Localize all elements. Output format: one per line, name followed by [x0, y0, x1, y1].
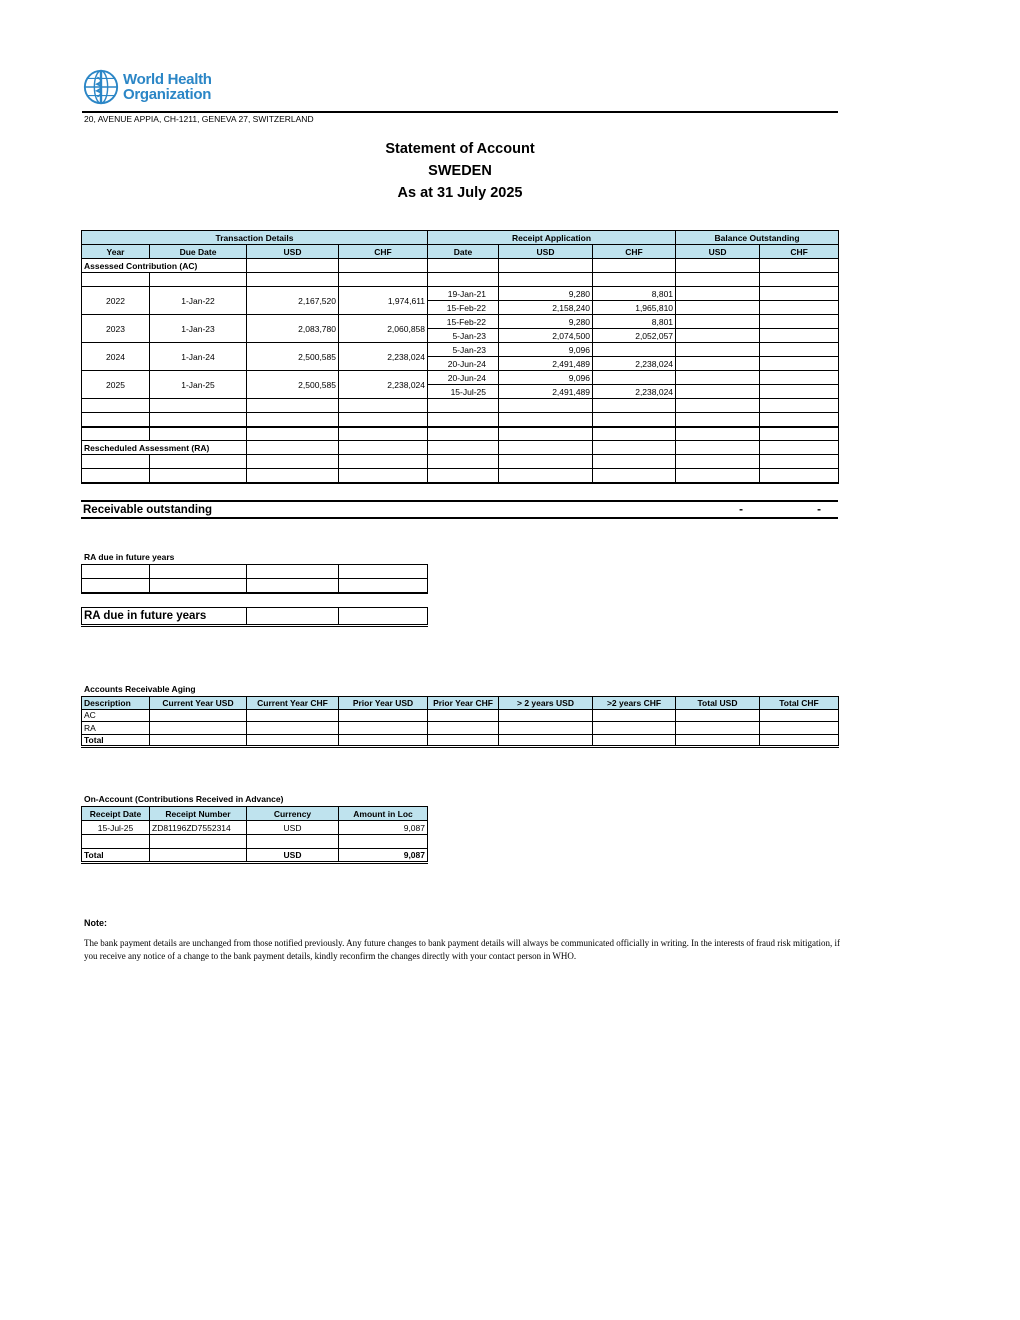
table-row: [82, 734, 839, 747]
blank-row: [82, 427, 839, 441]
receipt-date-cell: 15-Feb-22: [428, 301, 499, 315]
aging-col-2y-chf: >2 years CHF: [593, 697, 676, 710]
chf-cell: 1,974,611: [339, 287, 428, 315]
transaction-details-header: Transaction Details: [82, 231, 428, 245]
usd-cell: 2,167,520: [247, 287, 339, 315]
col-receipt-usd: USD: [499, 245, 593, 259]
ra-future-total-table: [81, 607, 428, 627]
aging-col-current-chf: Current Year CHF: [247, 697, 339, 710]
title-date: As at 31 July 2025: [397, 185, 523, 201]
receipt-date-cell: 15-Jul-25: [82, 821, 150, 835]
receipt-usd-cell: 2,491,489: [499, 385, 593, 399]
receipt-date-cell: 15-Jul-25: [428, 385, 499, 399]
who-logo: [82, 66, 242, 108]
aging-col-total-chf: Total CHF: [760, 697, 839, 710]
aging-table: [81, 696, 839, 748]
receipt-number-cell: ZD81196ZD7552314: [150, 821, 247, 835]
blank-row: [82, 455, 839, 469]
receivable-outstanding-row: [81, 500, 838, 519]
col-balance-usd: USD: [676, 245, 760, 259]
aging-col-prior-usd: Prior Year USD: [339, 697, 428, 710]
section-row-ac: [82, 259, 839, 273]
receipt-chf-cell: [593, 371, 676, 385]
blank-row: [82, 469, 839, 483]
who-emblem-icon: [82, 67, 120, 107]
total-label: Total: [82, 849, 150, 863]
table-row: [82, 371, 839, 385]
col-currency: Currency: [247, 807, 339, 821]
ra-future-total-row: [82, 608, 428, 626]
table-row: [82, 315, 839, 329]
currency-cell: USD: [247, 821, 339, 835]
receipt-chf-cell: 2,238,024: [593, 385, 676, 399]
year-cell: 2024: [82, 343, 150, 371]
due-date-cell: 1-Jan-24: [150, 343, 247, 371]
note-text: The bank payment details are unchanged from those notified previously. Any future changes to bank payment details will always be communicated officially in writing. In the interests of fraud risk mitigation, if you receive any notice of a change to the bank payment details, kindly reconfirm the changes directly with your contact person in WHO.: [84, 938, 841, 961]
aging-row-label: Total: [82, 734, 150, 747]
chf-cell: 2,238,024: [339, 371, 428, 399]
org-name-line1: World Health: [123, 71, 212, 88]
receipt-usd-cell: 2,158,240: [499, 301, 593, 315]
title-country: SWEDEN: [428, 163, 492, 179]
chf-cell: 2,238,024: [339, 343, 428, 371]
aging-col-description: Description: [82, 697, 150, 710]
usd-cell: 2,500,585: [247, 371, 339, 399]
receipt-application-header: Receipt Application: [428, 231, 676, 245]
receipt-date-cell: 5-Jan-23: [428, 343, 499, 357]
col-due-date: Due Date: [150, 245, 247, 259]
receipt-date-cell: 20-Jun-24: [428, 357, 499, 371]
section-row-ra: [82, 441, 839, 455]
receipt-usd-cell: 9,096: [499, 371, 593, 385]
blank-row: [82, 413, 839, 427]
col-balance-chf: CHF: [760, 245, 839, 259]
receivable-outstanding-label: Receivable outstanding: [83, 503, 213, 516]
table-row: [82, 722, 839, 735]
due-date-cell: 1-Jan-22: [150, 287, 247, 315]
aging-col-2y-usd: > 2 years USD: [499, 697, 593, 710]
ra-future-total-label: RA due in future years: [82, 608, 247, 626]
section-label-ra: Rescheduled Assessment (RA): [82, 441, 247, 455]
note-title: Note:: [84, 918, 107, 928]
aging-col-prior-chf: Prior Year CHF: [428, 697, 499, 710]
usd-cell: 2,500,585: [247, 343, 339, 371]
column-header-row: [82, 245, 839, 259]
statement-table: [81, 230, 839, 484]
amount-cell: 9,087: [339, 821, 428, 835]
receipt-date-cell: 19-Jan-21: [428, 287, 499, 301]
on-account-table: [81, 806, 428, 864]
year-cell: 2025: [82, 371, 150, 399]
org-name-line2: Organization: [123, 86, 212, 103]
col-year: Year: [82, 245, 150, 259]
receipt-chf-cell: 8,801: [593, 287, 676, 301]
chf-cell: 2,060,858: [339, 315, 428, 343]
on-account-caption: On-Account (Contributions Received in Advance): [84, 794, 284, 804]
aging-row-label: AC: [82, 709, 150, 722]
receipt-chf-cell: 8,801: [593, 315, 676, 329]
col-receipt-chf: CHF: [593, 245, 676, 259]
col-amount-in-loc: Amount in Loc: [339, 807, 428, 821]
receipt-usd-cell: 9,096: [499, 343, 593, 357]
section-label-ac: Assessed Contribution (AC): [82, 259, 247, 273]
usd-cell: 2,083,780: [247, 315, 339, 343]
col-receipt-number: Receipt Number: [150, 807, 247, 821]
col-chf: CHF: [339, 245, 428, 259]
due-date-cell: 1-Jan-23: [150, 315, 247, 343]
aging-caption: Accounts Receivable Aging: [84, 684, 196, 694]
table-row: [82, 287, 839, 301]
receipt-chf-cell: 1,965,810: [593, 301, 676, 315]
receipt-usd-cell: 2,074,500: [499, 329, 593, 343]
table-row: [82, 821, 428, 835]
receipt-date-cell: 20-Jun-24: [428, 371, 499, 385]
aging-header-row: [82, 697, 839, 710]
blank-row: [82, 835, 428, 849]
table-row: [82, 565, 428, 579]
col-usd: USD: [247, 245, 339, 259]
statement-title: [82, 138, 838, 204]
receipt-usd-cell: 9,280: [499, 287, 593, 301]
ra-future-caption: RA due in future years: [84, 552, 175, 562]
aging-col-total-usd: Total USD: [676, 697, 760, 710]
table-row: [82, 709, 839, 722]
total-amount: 9,087: [339, 849, 428, 863]
receipt-chf-cell: 2,052,057: [593, 329, 676, 343]
on-account-header-row: [82, 807, 428, 821]
group-header-row: [82, 231, 839, 245]
blank-row: [82, 273, 839, 287]
table-row: [82, 343, 839, 357]
blank-row: [82, 399, 839, 413]
aging-row-label: RA: [82, 722, 150, 735]
title-line1: Statement of Account: [385, 141, 535, 157]
col-receipt-date: Receipt Date: [82, 807, 150, 821]
header-rule: [82, 111, 838, 113]
due-date-cell: 1-Jan-25: [150, 371, 247, 399]
total-currency: USD: [247, 849, 339, 863]
col-receipt-date: Date: [428, 245, 499, 259]
year-cell: 2023: [82, 315, 150, 343]
receipt-date-cell: 15-Feb-22: [428, 315, 499, 329]
receipt-chf-cell: 2,238,024: [593, 357, 676, 371]
table-row: [82, 579, 428, 593]
receipt-date-cell: 5-Jan-23: [428, 329, 499, 343]
receipt-usd-cell: 9,280: [499, 315, 593, 329]
ra-future-table: [81, 564, 428, 594]
aging-col-current-usd: Current Year USD: [150, 697, 247, 710]
year-cell: 2022: [82, 287, 150, 315]
receipt-chf-cell: [593, 343, 676, 357]
receivable-chf-value: -: [817, 503, 821, 516]
on-account-total-row: [82, 849, 428, 863]
receivable-usd-value: -: [739, 503, 743, 516]
balance-outstanding-header: Balance Outstanding: [676, 231, 839, 245]
receipt-usd-cell: 2,491,489: [499, 357, 593, 371]
address: 20, AVENUE APPIA, CH-1211, GENEVA 27, SWITZERLAND: [84, 114, 314, 124]
